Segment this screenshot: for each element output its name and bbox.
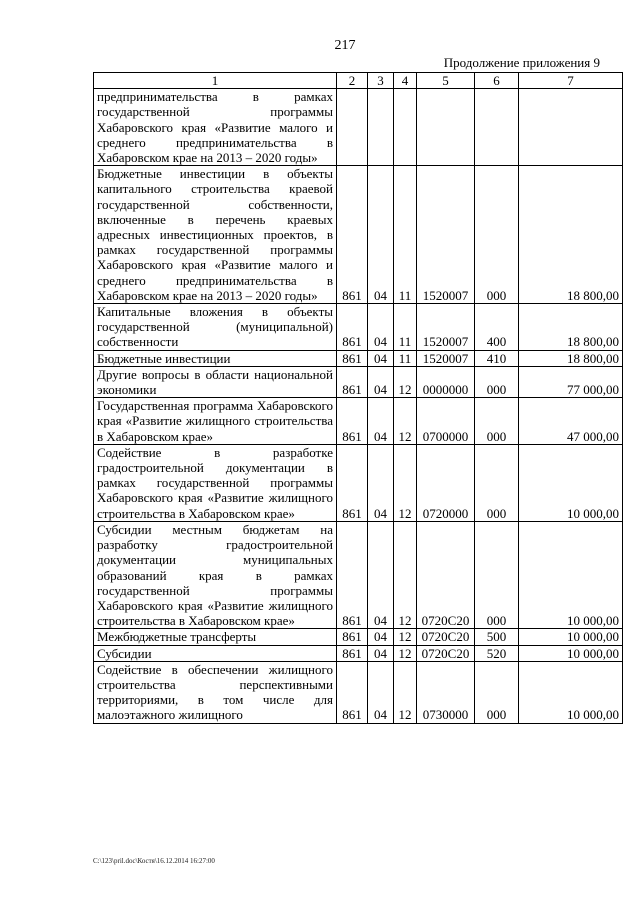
- row-col-5: 0720С20: [417, 521, 475, 628]
- table-header-row: [94, 73, 623, 89]
- table-row: [94, 521, 623, 628]
- row-col-6: 500: [475, 629, 519, 645]
- row-col-4: 12: [394, 521, 417, 628]
- row-col-6: 520: [475, 645, 519, 661]
- row-col-4: 12: [394, 645, 417, 661]
- row-amount: 77 000,00: [519, 366, 623, 397]
- table-row: [94, 398, 623, 445]
- row-col-5: 0720000: [417, 444, 475, 521]
- row-col-4: 11: [394, 304, 417, 351]
- row-col-5: 0730000: [417, 661, 475, 723]
- row-col-6: 000: [475, 398, 519, 445]
- row-col-2: 861: [337, 444, 368, 521]
- row-description: Капитальные вложения в объекты государственной (муниципальной) собственности: [94, 304, 337, 351]
- row-col-6: 410: [475, 350, 519, 366]
- row-col-2: 861: [337, 645, 368, 661]
- row-amount: 18 800,00: [519, 350, 623, 366]
- row-col-2: [337, 89, 368, 166]
- col-header-1: 1: [94, 73, 337, 89]
- row-col-2: 861: [337, 661, 368, 723]
- col-header-3: 3: [368, 73, 394, 89]
- row-amount: 10 000,00: [519, 629, 623, 645]
- row-col-5: 0720С20: [417, 645, 475, 661]
- table-row: [94, 166, 623, 304]
- table-row: [94, 366, 623, 397]
- row-description: Межбюджетные трансферты: [94, 629, 337, 645]
- row-col-4: 12: [394, 366, 417, 397]
- row-amount: 10 000,00: [519, 521, 623, 628]
- row-col-5: 0720С20: [417, 629, 475, 645]
- row-col-5: 0700000: [417, 398, 475, 445]
- row-col-5: 1520007: [417, 350, 475, 366]
- row-col-4: 11: [394, 166, 417, 304]
- row-col-3: 04: [368, 398, 394, 445]
- row-col-2: 861: [337, 398, 368, 445]
- row-col-5: [417, 89, 475, 166]
- table-row: [94, 645, 623, 661]
- row-amount: 18 800,00: [519, 304, 623, 351]
- row-col-2: 861: [337, 366, 368, 397]
- row-description: Государственная программа Хабаровского края «Развитие жилищного строительства в Хабаровском крае»: [94, 398, 337, 445]
- page-number: 217: [334, 38, 356, 53]
- row-col-6: 000: [475, 366, 519, 397]
- row-col-6: [475, 89, 519, 166]
- table-row: [94, 89, 623, 166]
- row-col-4: 12: [394, 444, 417, 521]
- table-row: [94, 350, 623, 366]
- row-col-2: 861: [337, 350, 368, 366]
- row-col-4: [394, 89, 417, 166]
- col-header-4: 4: [394, 73, 417, 89]
- row-amount: 10 000,00: [519, 444, 623, 521]
- table-row: [94, 661, 623, 723]
- row-amount: 10 000,00: [519, 645, 623, 661]
- footer-path: C:\123\pril.doc\Костя\16.12.2014 16:27:00: [93, 857, 215, 865]
- col-header-5: 5: [417, 73, 475, 89]
- row-amount: 10 000,00: [519, 661, 623, 723]
- row-col-5: 1520007: [417, 166, 475, 304]
- table-row: [94, 444, 623, 521]
- row-col-6: 000: [475, 521, 519, 628]
- table-row: [94, 629, 623, 645]
- row-col-3: 04: [368, 645, 394, 661]
- row-col-4: 12: [394, 398, 417, 445]
- table-row: [94, 304, 623, 351]
- row-col-5: 0000000: [417, 366, 475, 397]
- row-col-6: 000: [475, 166, 519, 304]
- row-col-3: 04: [368, 350, 394, 366]
- row-col-3: 04: [368, 366, 394, 397]
- row-description: Содействие в обеспечении жилищного строительства перспективными территориями, в том числе для малоэтажного жилищного: [94, 661, 337, 723]
- row-amount: [519, 89, 623, 166]
- row-col-3: 04: [368, 661, 394, 723]
- row-col-6: 000: [475, 661, 519, 723]
- row-col-3: [368, 89, 394, 166]
- row-col-2: 861: [337, 521, 368, 628]
- col-header-7: 7: [519, 73, 623, 89]
- row-col-6: 400: [475, 304, 519, 351]
- row-description: предпринимательства в рамках государственной программы Хабаровского края «Развитие малого и среднего предпринимательства в Хабаровском крае на 2013 – 2020 годы»: [94, 89, 337, 166]
- row-col-3: 04: [368, 521, 394, 628]
- row-col-2: 861: [337, 629, 368, 645]
- row-col-4: 11: [394, 350, 417, 366]
- row-col-3: 04: [368, 166, 394, 304]
- continuation-label: Продолжение приложения 9: [443, 55, 600, 70]
- row-col-2: 861: [337, 304, 368, 351]
- row-description: Другие вопросы в области национальной экономики: [94, 366, 337, 397]
- row-col-3: 04: [368, 444, 394, 521]
- row-col-4: 12: [394, 661, 417, 723]
- row-col-5: 1520007: [417, 304, 475, 351]
- row-amount: 18 800,00: [519, 166, 623, 304]
- row-col-4: 12: [394, 629, 417, 645]
- budget-table: [93, 72, 623, 724]
- row-description: Субсидии местным бюджетам на разработку градостроительной документации муниципальных образований края в рамках государственной программы Хабаровского края «Развитие жилищного строительства в Хабаровском крае»: [94, 521, 337, 628]
- row-col-2: 861: [337, 166, 368, 304]
- col-header-6: 6: [475, 73, 519, 89]
- row-amount: 47 000,00: [519, 398, 623, 445]
- row-col-3: 04: [368, 304, 394, 351]
- row-description: Содействие в разработке градостроительной документации в рамках государственной программы Хабаровского края «Развитие жилищного строительства в Хабаровском крае»: [94, 444, 337, 521]
- row-description: Бюджетные инвестиции: [94, 350, 337, 366]
- row-col-6: 000: [475, 444, 519, 521]
- col-header-2: 2: [337, 73, 368, 89]
- row-col-3: 04: [368, 629, 394, 645]
- row-description: Субсидии: [94, 645, 337, 661]
- row-description: Бюджетные инвестиции в объекты капитального строительства краевой государственной собственности, включенные в перечень краевых адресных инвестиционных проектов, в рамках государственной программы Хабаровского края «Развитие малого и среднего предпринимательства в Хабаровском крае на 2013 – 2020 годы»: [94, 166, 337, 304]
